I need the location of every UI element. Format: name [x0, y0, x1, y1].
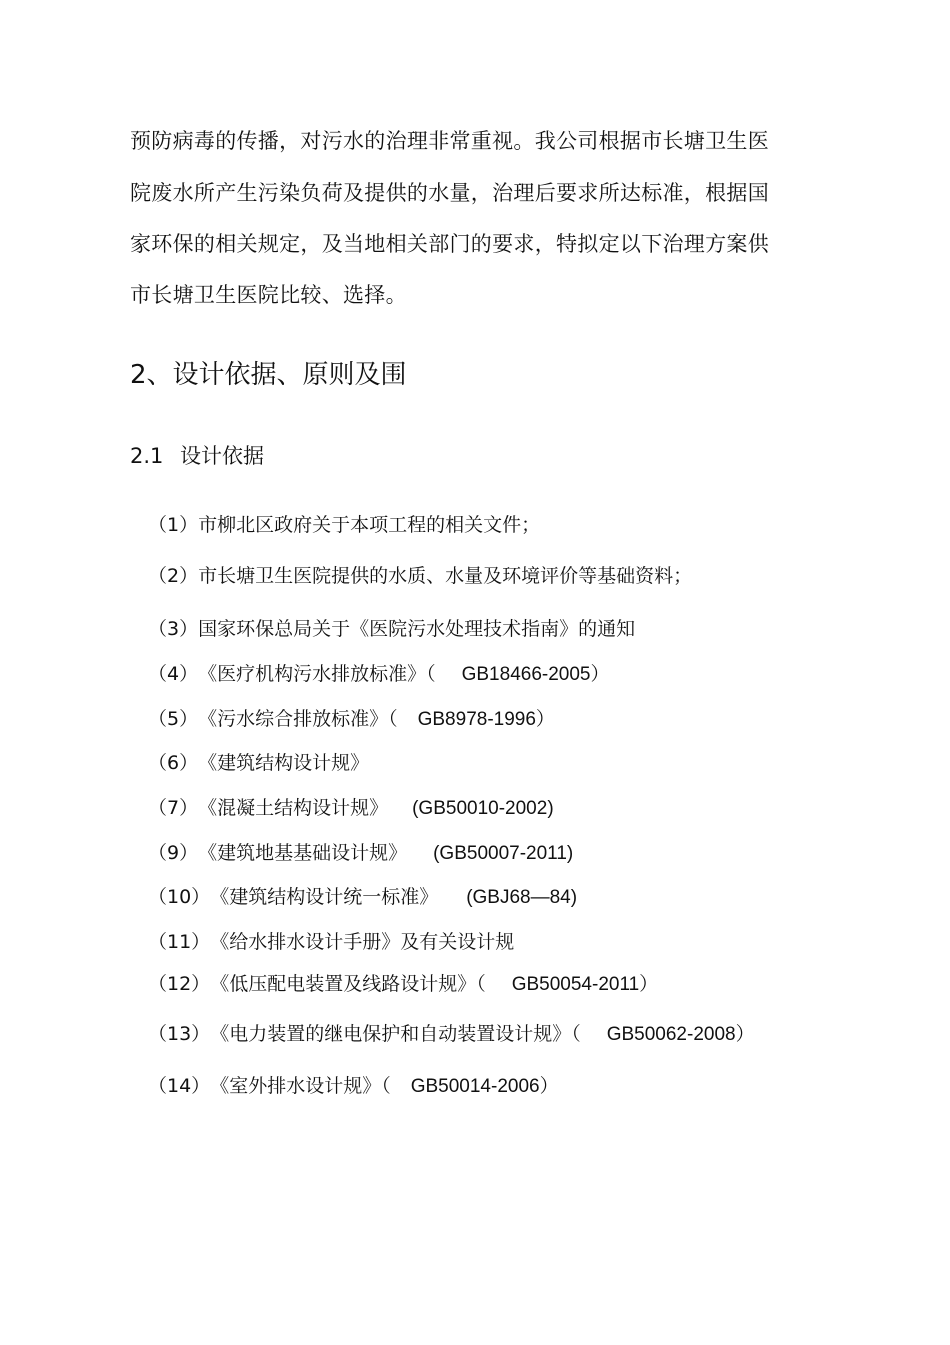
reference-text: 市柳北区政府关于本项工程的相关文件； [198, 514, 541, 536]
reference-code: (GB50007-2011) [433, 843, 574, 864]
reference-text: 《建筑结构设计规》 [198, 752, 370, 774]
reference-code: GB8978-1996） [417, 709, 555, 730]
reference-index: （4） [148, 663, 199, 685]
reference-index: （1） [148, 514, 199, 536]
reference-item [148, 706, 555, 733]
reference-text: 《室外排水设计规》（ [210, 1075, 391, 1097]
subsection-heading [130, 442, 264, 470]
reference-item [148, 1021, 755, 1048]
reference-text: 《给水排水设计手册》及有关设计规 [210, 931, 515, 953]
reference-text: 《医疗机构污水排放标准》（ [198, 663, 436, 685]
reference-item [148, 929, 514, 956]
reference-item [148, 616, 635, 643]
reference-index: （2） [148, 565, 199, 587]
reference-text: 《低压配电装置及线路设计规》（ [210, 973, 486, 995]
reference-text: 《建筑结构设计统一标准》 [210, 886, 439, 908]
reference-code: GB50054-2011） [511, 974, 659, 995]
reference-item [148, 512, 540, 539]
intro-line-3: 家环保的相关规定，及当地相关部门的要求，特拟定以下治理方案供 [130, 232, 769, 256]
reference-index: （12） [148, 973, 211, 995]
reference-code: GB18466-2005） [461, 664, 610, 685]
reference-index: （3） [148, 618, 199, 640]
reference-item [148, 661, 610, 688]
reference-item [148, 840, 573, 867]
reference-text: 《混凝土结构设计规》 [198, 797, 389, 819]
reference-item [148, 1073, 559, 1100]
reference-text: 《电力装置的继电保护和自动装置设计规》（ [210, 1023, 581, 1045]
reference-text: 市长塘卫生医院提供的水质、水量及环境评价等基础资料； [198, 565, 693, 587]
reference-item [148, 750, 369, 777]
reference-text: 《建筑地基基础设计规》 [198, 842, 408, 864]
intro-line-4: 市长塘卫生医院比较、选择。 [130, 283, 407, 307]
subsection-title: 设计依据 [180, 444, 264, 468]
reference-item [148, 971, 658, 998]
section-heading: 2、设计依据、原则及围 [130, 360, 407, 390]
reference-index: （5） [148, 708, 199, 730]
reference-code: (GBJ68—84) [466, 887, 578, 908]
reference-index: （14） [148, 1075, 211, 1097]
reference-index: （9） [148, 842, 199, 864]
reference-item [148, 884, 577, 911]
reference-text: 《污水综合排放标准》（ [198, 708, 398, 730]
reference-text: 国家环保总局关于《医院污水处理技术指南》的通知 [198, 618, 636, 640]
reference-index: （11） [148, 931, 211, 953]
reference-item [148, 563, 692, 590]
intro-line-2: 院废水所产生污染负荷及提供的水量，治理后要求所达标准，根据国 [130, 181, 769, 205]
reference-code: (GB50010-2002) [412, 798, 554, 819]
intro-line-1: 预防病毒的传播，对污水的治理非常重视。我公司根据市长塘卫生医 [130, 129, 769, 153]
reference-index: （7） [148, 797, 199, 819]
subsection-number: 2.1 [130, 444, 164, 468]
reference-index: （6） [148, 752, 199, 774]
reference-index: （13） [148, 1023, 211, 1045]
reference-code: GB50062-2008） [606, 1024, 755, 1045]
reference-index: （10） [148, 886, 211, 908]
reference-code: GB50014-2006） [410, 1076, 559, 1097]
reference-item [148, 795, 554, 822]
